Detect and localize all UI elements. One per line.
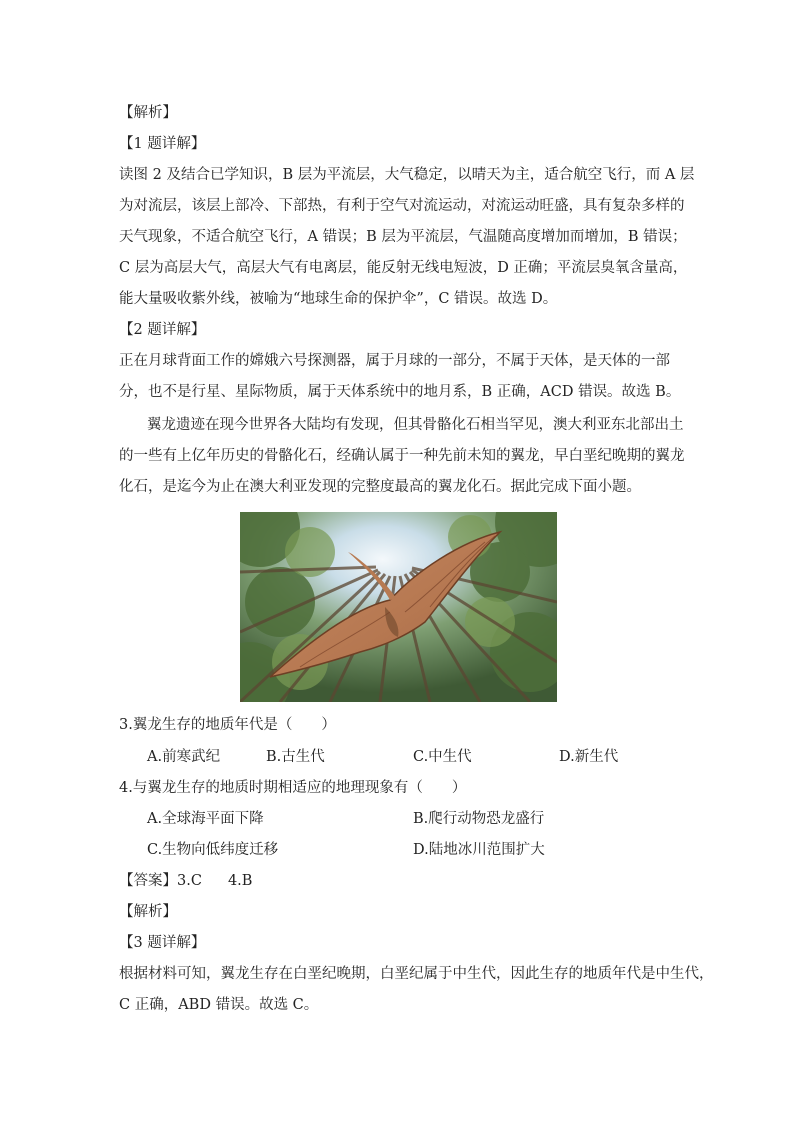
q3-option-c: C.中生代 bbox=[413, 749, 472, 765]
q4-option-a: A.全球海平面下降 bbox=[147, 811, 264, 827]
q1-line-3: 天气现象，不适合航空飞行，A 错误；B 层为平流层，气温随高度增加而增加，B 错误； bbox=[119, 229, 687, 245]
analysis-heading-2: 【解析】 bbox=[119, 904, 177, 920]
q2-heading: 【2 题详解】 bbox=[119, 322, 206, 338]
q3-stem: 3.翼龙生存的地质年代是（ ） bbox=[119, 717, 336, 733]
q4-stem: 4.与翼龙生存的地质时期相适应的地理现象有（ ） bbox=[119, 780, 467, 796]
q1-line-5: 能大量吸收紫外线，被喻为“地球生命的保护伞”，C 错误。故选 D。 bbox=[119, 291, 558, 307]
q1-heading: 【1 题详解】 bbox=[119, 136, 206, 152]
answer-4: 4.B bbox=[227, 873, 253, 889]
q2-line-1: 正在月球背面工作的嫦娥六号探测器，属于月球的一部分，不属于天体，是天体的一部 bbox=[119, 353, 670, 369]
q4-option-b: B.爬行动物恐龙盛行 bbox=[413, 811, 545, 827]
q1-line-1: 读图 2 及结合已学知识，B 层为平流层，大气稳定，以晴天为主，适合航空飞行，而 A 层 bbox=[119, 167, 695, 183]
q1-line-4: C 层为高层大气，高层大气有电离层，能反射无线电短波，D 正确；平流层臭氧含量高， bbox=[119, 260, 688, 276]
passage-line-1: 翼龙遗迹在现今世界各大陆均有发现，但其骨骼化石相当罕见，澳大利亚东北部出土 bbox=[147, 417, 684, 433]
q3-explain-line-2: C 正确，ABD 错误。故选 C。 bbox=[119, 997, 319, 1013]
passage-line-3: 化石，是迄今为止在澳大利亚发现的完整度最高的翼龙化石。据此完成下面小题。 bbox=[119, 479, 641, 495]
q3-option-d: D.新生代 bbox=[559, 749, 619, 765]
q3-option-b: B.古生代 bbox=[266, 749, 325, 765]
answer-3: 3.C bbox=[177, 873, 202, 889]
answer-label: 【答案】 bbox=[119, 873, 177, 889]
passage-line-2: 的一些有上亿年历史的骨骼化石，经确认属于一种先前未知的翼龙，早白垩纪晚期的翼龙 bbox=[119, 448, 685, 464]
q3-option-a: A.前寒武纪 bbox=[147, 749, 221, 765]
q4-option-c: C.生物向低纬度迁移 bbox=[147, 842, 279, 858]
q2-line-2: 分，也不是行星、星际物质，属于天体系统中的地月系，B 正确，ACD 错误。故选 B。 bbox=[119, 384, 681, 400]
analysis-heading-1: 【解析】 bbox=[119, 105, 177, 121]
q3-explain-line-1: 根据材料可知，翼龙生存在白垩纪晚期，白垩纪属于中生代，因此生存的地质年代是中生代， bbox=[119, 966, 714, 982]
pterosaur-illustration-icon bbox=[240, 512, 557, 702]
pterosaur-in-forest-photo bbox=[240, 512, 557, 702]
q1-line-2: 为对流层，该层上部冷、下部热，有利于空气对流运动，对流运动旺盛，具有复杂多样的 bbox=[119, 198, 685, 214]
answer-row bbox=[119, 871, 252, 891]
q4-option-d: D.陆地冰川范围扩大 bbox=[413, 842, 545, 858]
q3-heading: 【3 题详解】 bbox=[119, 935, 206, 951]
